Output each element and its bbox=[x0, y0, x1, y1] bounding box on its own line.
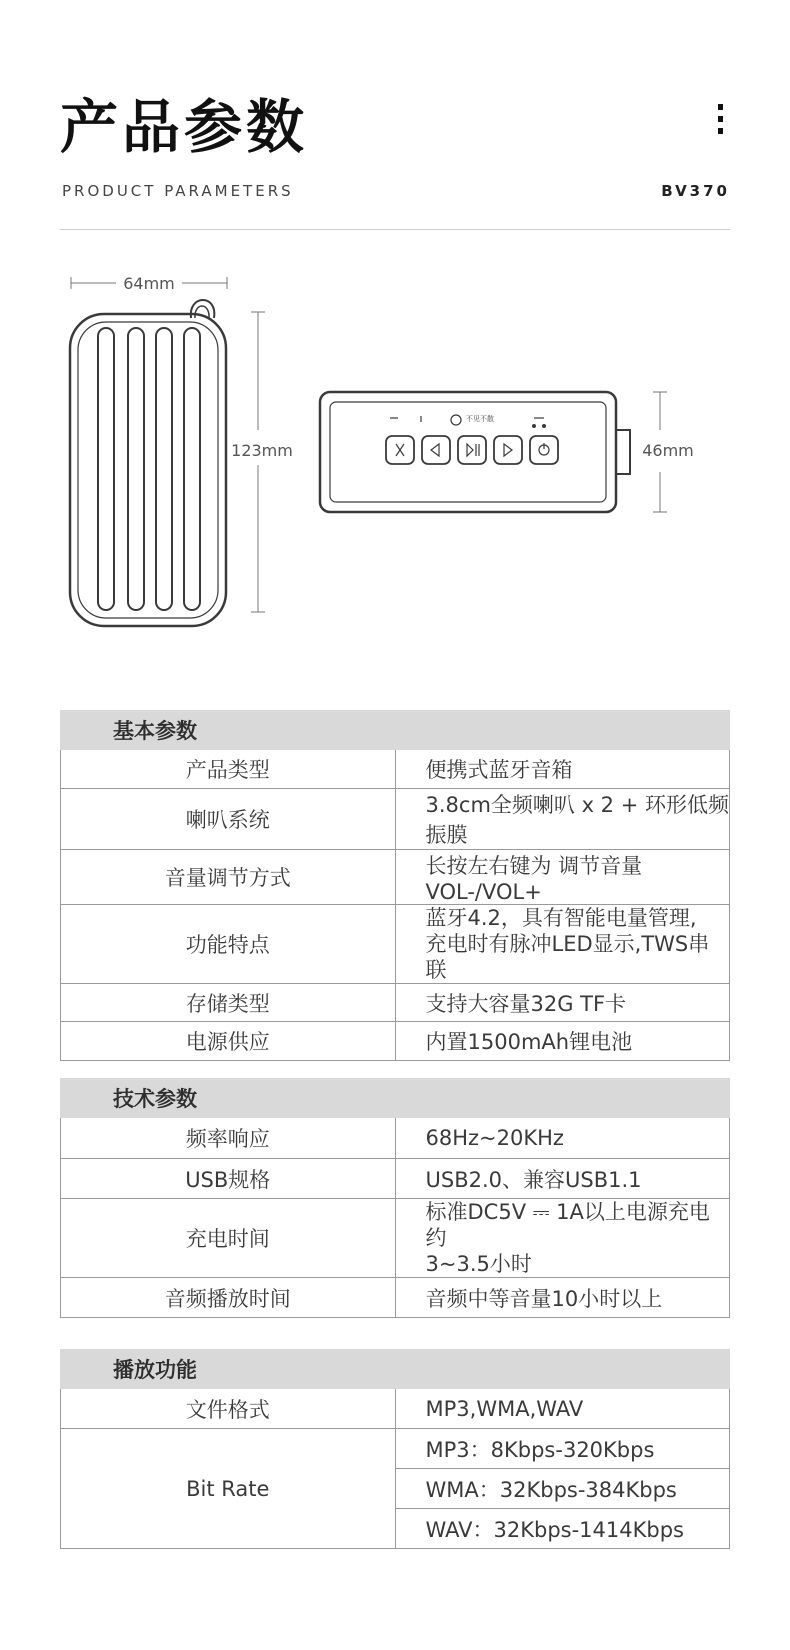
row-value: 内置1500mAh锂电池 bbox=[395, 1022, 730, 1061]
tech-params-heading: 技术参数 bbox=[61, 1079, 730, 1118]
row-label: 文件格式 bbox=[61, 1389, 396, 1429]
row-label: 音频播放时间 bbox=[61, 1278, 396, 1318]
header-divider bbox=[60, 229, 730, 230]
bitrate-value: MP3：8Kbps-320Kbps bbox=[395, 1429, 730, 1469]
row-value: 3.8cm全频喇叭 x 2 + 环形低频振膜 bbox=[395, 789, 730, 850]
row-value-line: 标准DC5V ⎓ 1A以上电源充电约 bbox=[425, 1200, 710, 1250]
table-header-row bbox=[61, 1079, 730, 1118]
bitrate-value: WAV：32Kbps-1414Kbps bbox=[395, 1509, 730, 1549]
table-row bbox=[61, 1118, 730, 1159]
row-value: 支持大容量32G TF卡 bbox=[395, 984, 730, 1022]
tech-params-table bbox=[60, 1078, 730, 1318]
row-label: 产品类型 bbox=[61, 750, 396, 789]
table-row bbox=[61, 905, 730, 984]
model-number: BV370 bbox=[661, 182, 730, 200]
row-value bbox=[395, 1199, 730, 1278]
row-label: 音量调节方式 bbox=[61, 850, 396, 905]
menu-icon[interactable] bbox=[718, 104, 724, 134]
row-label: USB规格 bbox=[61, 1159, 396, 1199]
row-value: MP3,WMA,WAV bbox=[395, 1389, 730, 1429]
row-value: 68Hz~20KHz bbox=[395, 1118, 730, 1159]
table-row bbox=[61, 1278, 730, 1318]
top-view bbox=[320, 392, 667, 512]
basic-params-heading: 基本参数 bbox=[61, 711, 730, 750]
basic-params-table bbox=[60, 710, 730, 1061]
row-label: 存储类型 bbox=[61, 984, 396, 1022]
row-value-line: 蓝牙4.2，具有智能电量管理, bbox=[425, 906, 697, 930]
playback-heading: 播放功能 bbox=[61, 1350, 730, 1389]
dim-depth-label: 46mm bbox=[642, 441, 694, 460]
table-row bbox=[61, 789, 730, 850]
row-label: 频率响应 bbox=[61, 1118, 396, 1159]
row-label: 电源供应 bbox=[61, 1022, 396, 1061]
row-value: USB2.0、兼容USB1.1 bbox=[395, 1159, 730, 1199]
row-value bbox=[395, 905, 730, 984]
page-subtitle: PRODUCT PARAMETERS bbox=[62, 182, 294, 200]
product-diagram-svg bbox=[48, 260, 742, 660]
row-label: 充电时间 bbox=[61, 1199, 396, 1278]
dim-height-label: 123mm bbox=[231, 441, 293, 460]
dim-width-label: 64mm bbox=[123, 274, 175, 293]
product-diagram bbox=[48, 260, 742, 660]
row-value: 便携式蓝牙音箱 bbox=[395, 750, 730, 789]
table-row bbox=[61, 1199, 730, 1278]
row-value: 音频中等音量10小时以上 bbox=[395, 1278, 730, 1318]
table-row bbox=[61, 984, 730, 1022]
playback-table bbox=[60, 1349, 730, 1549]
table-header-row bbox=[61, 711, 730, 750]
row-label: 功能特点 bbox=[61, 905, 396, 984]
page-title: 产品参数 bbox=[60, 93, 309, 161]
table-row bbox=[61, 750, 730, 789]
table-row bbox=[61, 1159, 730, 1199]
row-label: 喇叭系统 bbox=[61, 789, 396, 850]
table-row bbox=[61, 850, 730, 905]
bitrate-value: WMA：32Kbps-384Kbps bbox=[395, 1469, 730, 1509]
bitrate-label: Bit Rate bbox=[61, 1429, 396, 1549]
table-row bbox=[61, 1389, 730, 1429]
device-brand-logo: 不见不散 bbox=[466, 415, 494, 423]
row-value-line: 3~3.5小时 bbox=[425, 1252, 532, 1276]
table-row bbox=[61, 1429, 730, 1469]
table-row bbox=[61, 1022, 730, 1061]
row-value-line: 充电时有脉冲LED显示,TWS串联 bbox=[425, 932, 710, 982]
table-header-row bbox=[61, 1350, 730, 1389]
row-value: 长按左右键为 调节音量 VOL-/VOL+ bbox=[395, 850, 730, 905]
